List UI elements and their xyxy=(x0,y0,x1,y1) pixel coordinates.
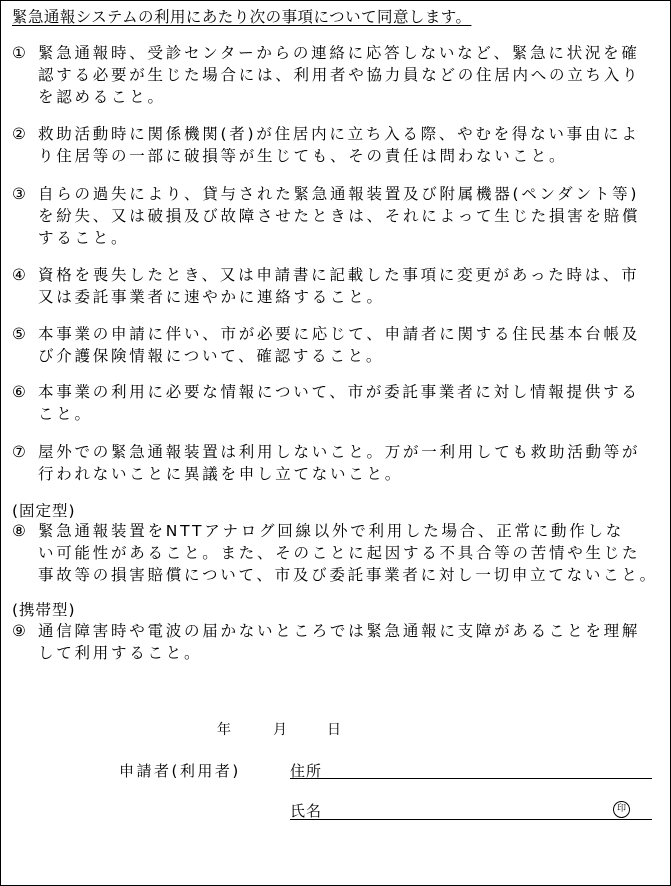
seal-icon: 印 xyxy=(613,801,630,818)
item-text: 資格を喪失したとき、又は申請書に記載した事項に変更があった時は、市 又は委託事業者に速やかに連絡すること。 xyxy=(38,266,640,306)
item-text: 通信障害時や電波の届かないところでは緊急通報に支障があることを理解 して利用すること。 xyxy=(38,622,641,662)
consent-item-5 xyxy=(12,323,668,367)
date-day-label: 日 xyxy=(327,722,341,738)
item-text: 救助活動時に関係機関(者)が住居内に立ち入る際、やむを得ない事由によ り住居等の一部に破損等が生じても、その責任は問わないこと。 xyxy=(38,125,640,165)
item-text: 自らの過失により、貸与された緊急通報装置及び附属機器(ペンダント等) を紛失、又は破損及び故障させたときは、それによって生じた損害を賠償 すること。 xyxy=(38,185,641,247)
item-text: 屋外での緊急通報装置は利用しないこと。万が一利用しても救助活動等が 行われないことに異議を申し立てないこと。 xyxy=(38,443,641,483)
item-number: ⑦ xyxy=(12,443,26,461)
name-field[interactable] xyxy=(290,819,652,820)
item-text: 緊急通報装置をNTTアナログ回線以外で利用した場合、正常に動作しな い可能性があること。また、そのことに起因する不具合等の苦情や生じた 事故等の損害賠償について、市及び委託事業者に対し一切申立てないこと。 xyxy=(38,522,658,584)
item-number: ⑥ xyxy=(12,383,26,401)
item-text: 本事業の申請に伴い、市が必要に応じて、申請者に関する住民基本台帳及 び介護保険情報について、確認すること。 xyxy=(38,325,640,365)
name-label: 氏名 xyxy=(290,802,323,820)
applicant-label: 申請者(利用者) xyxy=(119,762,241,780)
consent-item-1 xyxy=(12,42,668,108)
item-text: 本事業の利用に必要な情報について、市が委託事業者に対し情報提供する こと。 xyxy=(38,383,640,423)
item-number: ⑨ xyxy=(12,622,26,640)
consent-item-4 xyxy=(12,264,668,308)
item-number: ② xyxy=(12,125,26,143)
address-label: 住所 xyxy=(290,762,323,780)
item-number: ③ xyxy=(12,185,26,203)
consent-item-9 xyxy=(12,620,668,664)
document-title: 緊急通報システムの利用にあたり次の事項について同意します。 xyxy=(12,8,472,26)
mobile-type-label: (携帯型) xyxy=(12,601,76,619)
consent-item-8 xyxy=(12,520,668,586)
consent-item-6 xyxy=(12,381,668,425)
item-number: ① xyxy=(12,44,26,62)
consent-item-2 xyxy=(12,123,668,167)
address-field[interactable] xyxy=(290,778,652,779)
date-year-label: 年 xyxy=(217,722,231,738)
fixed-type-label: (固定型) xyxy=(12,502,76,520)
date-month-label: 月 xyxy=(273,722,287,738)
item-number: ④ xyxy=(12,266,26,284)
consent-item-7 xyxy=(12,441,668,485)
item-number: ⑤ xyxy=(12,325,26,343)
item-number: ⑧ xyxy=(12,522,26,540)
consent-item-3 xyxy=(12,183,668,249)
item-text: 緊急通報時、受診センターからの連絡に応答しないなど、緊急に状況を確 認する必要が生じた場合には、利用者や協力員などの住居内への立ち入り を認めること。 xyxy=(38,44,641,106)
